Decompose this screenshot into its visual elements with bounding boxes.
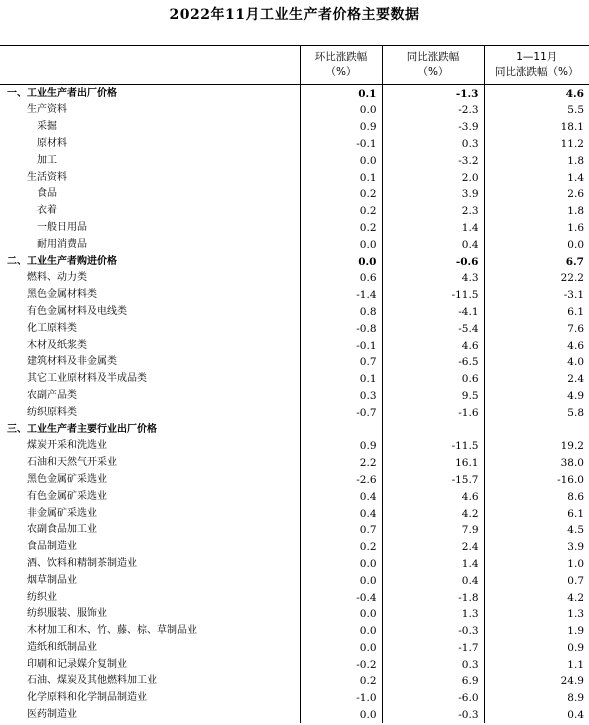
yoy-value: 4.2: [382, 505, 484, 522]
yoy-value: -15.7: [382, 472, 484, 489]
yoy-value: -11.5: [382, 438, 484, 455]
mom-value: 0.1: [300, 85, 382, 103]
mom-value: 0.0: [300, 253, 382, 270]
mom-value: -0.7: [300, 404, 382, 421]
mom-value: 0.0: [300, 152, 382, 169]
table-row: [0, 119, 589, 136]
table-row: [0, 472, 589, 489]
mom-value: 0.2: [300, 673, 382, 690]
yoy-value: -6.5: [382, 354, 484, 371]
mom-value: 0.9: [300, 438, 382, 455]
table-row: [0, 455, 589, 472]
ytd-value: 0.0: [484, 236, 589, 253]
mom-value: 2.2: [300, 455, 382, 472]
row-label: 建筑材料及非金属类: [27, 356, 117, 368]
mom-value: 0.2: [300, 539, 382, 556]
row-label: 化工原料类: [27, 322, 77, 334]
mom-value: 0.7: [300, 522, 382, 539]
row-label: 木材及纸浆类: [27, 339, 87, 351]
mom-value: -0.1: [300, 337, 382, 354]
ytd-value: 0.7: [484, 572, 589, 589]
mom-value: 0.7: [300, 354, 382, 371]
yoy-value: -4.1: [382, 304, 484, 321]
section-row: [0, 253, 589, 270]
mom-value: -1.0: [300, 690, 382, 707]
yoy-value: 6.9: [382, 673, 484, 690]
table-row: [0, 656, 589, 673]
table-row: [0, 236, 589, 253]
table-row: [0, 404, 589, 421]
row-label: 有色金属材料及电线类: [27, 305, 127, 317]
yoy-value: 2.3: [382, 203, 484, 220]
yoy-value: 0.6: [382, 371, 484, 388]
table-header-row: [0, 46, 589, 85]
row-label: 一般日用品: [37, 221, 87, 233]
mom-value: -0.8: [300, 320, 382, 337]
yoy-value: [382, 421, 484, 438]
table-row: [0, 572, 589, 589]
ytd-value: 4.6: [484, 337, 589, 354]
row-label: 食品制造业: [27, 541, 77, 553]
table-row: [0, 304, 589, 321]
ytd-value: 1.8: [484, 152, 589, 169]
ytd-value: 6.1: [484, 304, 589, 321]
ytd-value: 2.6: [484, 186, 589, 203]
ytd-value: 4.0: [484, 354, 589, 371]
mom-value: 0.0: [300, 623, 382, 640]
yoy-value: -1.8: [382, 589, 484, 606]
yoy-value: -1.6: [382, 404, 484, 421]
row-label: 其它工业原材料及半成品类: [27, 373, 147, 385]
mom-value: 0.2: [300, 186, 382, 203]
yoy-value: 3.9: [382, 186, 484, 203]
table-row: [0, 673, 589, 690]
row-label: 耐用消费品: [37, 238, 87, 250]
ytd-value: 18.1: [484, 119, 589, 136]
yoy-value: 9.5: [382, 388, 484, 405]
row-label: 燃料、动力类: [27, 272, 87, 284]
row-label: 纺织服装、服饰业: [27, 608, 107, 620]
table-row: [0, 556, 589, 573]
yoy-value: 0.4: [382, 236, 484, 253]
yoy-value: 0.3: [382, 656, 484, 673]
row-label: 生活资料: [27, 171, 67, 183]
mom-value: -2.6: [300, 472, 382, 489]
yoy-value: 4.3: [382, 270, 484, 287]
table-row: [0, 320, 589, 337]
ytd-value: 4.5: [484, 522, 589, 539]
ytd-value: 6.1: [484, 505, 589, 522]
table-row: [0, 203, 589, 220]
row-label: 有色金属矿采选业: [27, 490, 107, 502]
ytd-value: 5.5: [484, 102, 589, 119]
table-row: [0, 623, 589, 640]
ytd-value: 19.2: [484, 438, 589, 455]
yoy-value: -11.5: [382, 287, 484, 304]
ytd-value: 8.9: [484, 690, 589, 707]
ytd-value: 22.2: [484, 270, 589, 287]
yoy-value: -1.3: [382, 85, 484, 103]
mom-value: -0.1: [300, 136, 382, 153]
mom-value: 0.6: [300, 270, 382, 287]
page-title: 2022年11月工业生产者价格主要数据: [169, 7, 420, 23]
row-label: 二、工业生产者购进价格: [7, 255, 117, 267]
mom-value: 0.1: [300, 371, 382, 388]
table-row: [0, 169, 589, 186]
table-row: [0, 270, 589, 287]
mom-value: 0.0: [300, 640, 382, 657]
table-row: [0, 640, 589, 657]
row-label: 食品: [37, 188, 57, 200]
row-label: 纺织原料类: [27, 406, 77, 418]
row-label: 农副产品类: [27, 389, 77, 401]
ytd-value: -16.0: [484, 472, 589, 489]
ytd-value: 4.2: [484, 589, 589, 606]
mom-value: -0.2: [300, 656, 382, 673]
row-label: 石油和天然气开采业: [27, 457, 117, 469]
mom-value: -1.4: [300, 287, 382, 304]
mom-value: -0.4: [300, 589, 382, 606]
table-row: [0, 136, 589, 153]
mom-value: 0.4: [300, 505, 382, 522]
yoy-value: -3.9: [382, 119, 484, 136]
price-data-table: [0, 45, 589, 723]
row-label: 印刷和记录媒介复制业: [27, 658, 127, 670]
row-label: 黑色金属矿采选业: [27, 473, 107, 485]
ytd-value: 1.6: [484, 220, 589, 237]
row-label: 黑色金属材料类: [27, 289, 97, 301]
yoy-value: 2.4: [382, 539, 484, 556]
mom-value: 0.0: [300, 556, 382, 573]
header-label-column: [0, 46, 300, 85]
ytd-value: 38.0: [484, 455, 589, 472]
yoy-value: -0.3: [382, 623, 484, 640]
table-row: [0, 589, 589, 606]
mom-value: 0.0: [300, 606, 382, 623]
row-label: 生产资料: [27, 104, 67, 116]
row-label: 造纸和纸制品业: [27, 641, 97, 653]
table-row: [0, 186, 589, 203]
mom-value: 0.2: [300, 220, 382, 237]
table-row: [0, 220, 589, 237]
section-row: [0, 421, 589, 438]
header-ytd-yoy-change: 1—11月 同比涨跌幅（%）: [484, 46, 589, 85]
table-row: [0, 337, 589, 354]
ytd-value: 2.4: [484, 371, 589, 388]
table-row: [0, 606, 589, 623]
row-label: 化学原料和化学制品制造业: [27, 692, 147, 704]
mom-value: 0.3: [300, 388, 382, 405]
yoy-value: 0.4: [382, 572, 484, 589]
ytd-value: 0.4: [484, 707, 589, 724]
ytd-value: -3.1: [484, 287, 589, 304]
table-row: [0, 102, 589, 119]
yoy-value: -5.4: [382, 320, 484, 337]
table-row: [0, 488, 589, 505]
row-label: 加工: [37, 154, 57, 166]
yoy-value: -6.0: [382, 690, 484, 707]
table-row: [0, 707, 589, 724]
ytd-value: 11.2: [484, 136, 589, 153]
row-label: 三、工业生产者主要行业出厂价格: [7, 423, 157, 435]
ytd-value: [484, 421, 589, 438]
yoy-value: 4.6: [382, 488, 484, 505]
ytd-value: 1.3: [484, 606, 589, 623]
table-row: [0, 539, 589, 556]
row-label: 非金属矿采选业: [27, 507, 97, 519]
header-mom-change: 环比涨跌幅 （%）: [300, 46, 382, 85]
ytd-value: 1.0: [484, 556, 589, 573]
ytd-value: 6.7: [484, 253, 589, 270]
yoy-value: 0.3: [382, 136, 484, 153]
mom-value: 0.8: [300, 304, 382, 321]
yoy-value: 1.4: [382, 220, 484, 237]
ytd-value: 8.6: [484, 488, 589, 505]
mom-value: 0.0: [300, 572, 382, 589]
yoy-value: -0.6: [382, 253, 484, 270]
ytd-value: 1.1: [484, 656, 589, 673]
mom-value: 0.2: [300, 203, 382, 220]
yoy-value: 7.9: [382, 522, 484, 539]
yoy-value: -3.2: [382, 152, 484, 169]
ytd-value: 7.6: [484, 320, 589, 337]
ytd-value: 1.9: [484, 623, 589, 640]
mom-value: 0.1: [300, 169, 382, 186]
row-label: 采掘: [37, 121, 57, 133]
yoy-value: 1.3: [382, 606, 484, 623]
mom-value: 0.4: [300, 488, 382, 505]
mom-value: 0.0: [300, 102, 382, 119]
table-row: [0, 522, 589, 539]
row-label: 木材加工和木、竹、藤、棕、草制品业: [27, 625, 197, 637]
mom-value: 0.0: [300, 707, 382, 724]
row-label: 一、工业生产者出厂价格: [7, 87, 117, 99]
yoy-value: -2.3: [382, 102, 484, 119]
ytd-value: 5.8: [484, 404, 589, 421]
table-body: [0, 85, 589, 724]
table-row: [0, 371, 589, 388]
yoy-value: -1.7: [382, 640, 484, 657]
ytd-value: 1.4: [484, 169, 589, 186]
table-row: [0, 152, 589, 169]
mom-value: [300, 421, 382, 438]
yoy-value: 16.1: [382, 455, 484, 472]
table-row: [0, 690, 589, 707]
yoy-value: 4.6: [382, 337, 484, 354]
ytd-value: 24.9: [484, 673, 589, 690]
ytd-value: 3.9: [484, 539, 589, 556]
table-row: [0, 388, 589, 405]
row-label: 酒、饮料和精制茶制造业: [27, 557, 137, 569]
table-row: [0, 505, 589, 522]
row-label: 烟草制品业: [27, 574, 77, 586]
row-label: 纺织业: [27, 591, 57, 603]
table-row: [0, 438, 589, 455]
row-label: 农副食品加工业: [27, 524, 97, 536]
mom-value: 0.0: [300, 236, 382, 253]
section-row: [0, 85, 589, 103]
yoy-value: 2.0: [382, 169, 484, 186]
ytd-value: 1.8: [484, 203, 589, 220]
yoy-value: -0.3: [382, 707, 484, 724]
ytd-value: 4.9: [484, 388, 589, 405]
row-label: 衣着: [37, 205, 57, 217]
ytd-value: 0.9: [484, 640, 589, 657]
row-label: 医药制造业: [27, 709, 77, 721]
row-label: 煤炭开采和洗选业: [27, 440, 107, 452]
mom-value: 0.9: [300, 119, 382, 136]
header-yoy-change: 同比涨跌幅 （%）: [382, 46, 484, 85]
table-row: [0, 354, 589, 371]
row-label: 原材料: [37, 137, 67, 149]
table-row: [0, 287, 589, 304]
row-label: 石油、煤炭及其他燃料加工业: [27, 675, 157, 687]
ytd-value: 4.6: [484, 85, 589, 103]
yoy-value: 1.4: [382, 556, 484, 573]
